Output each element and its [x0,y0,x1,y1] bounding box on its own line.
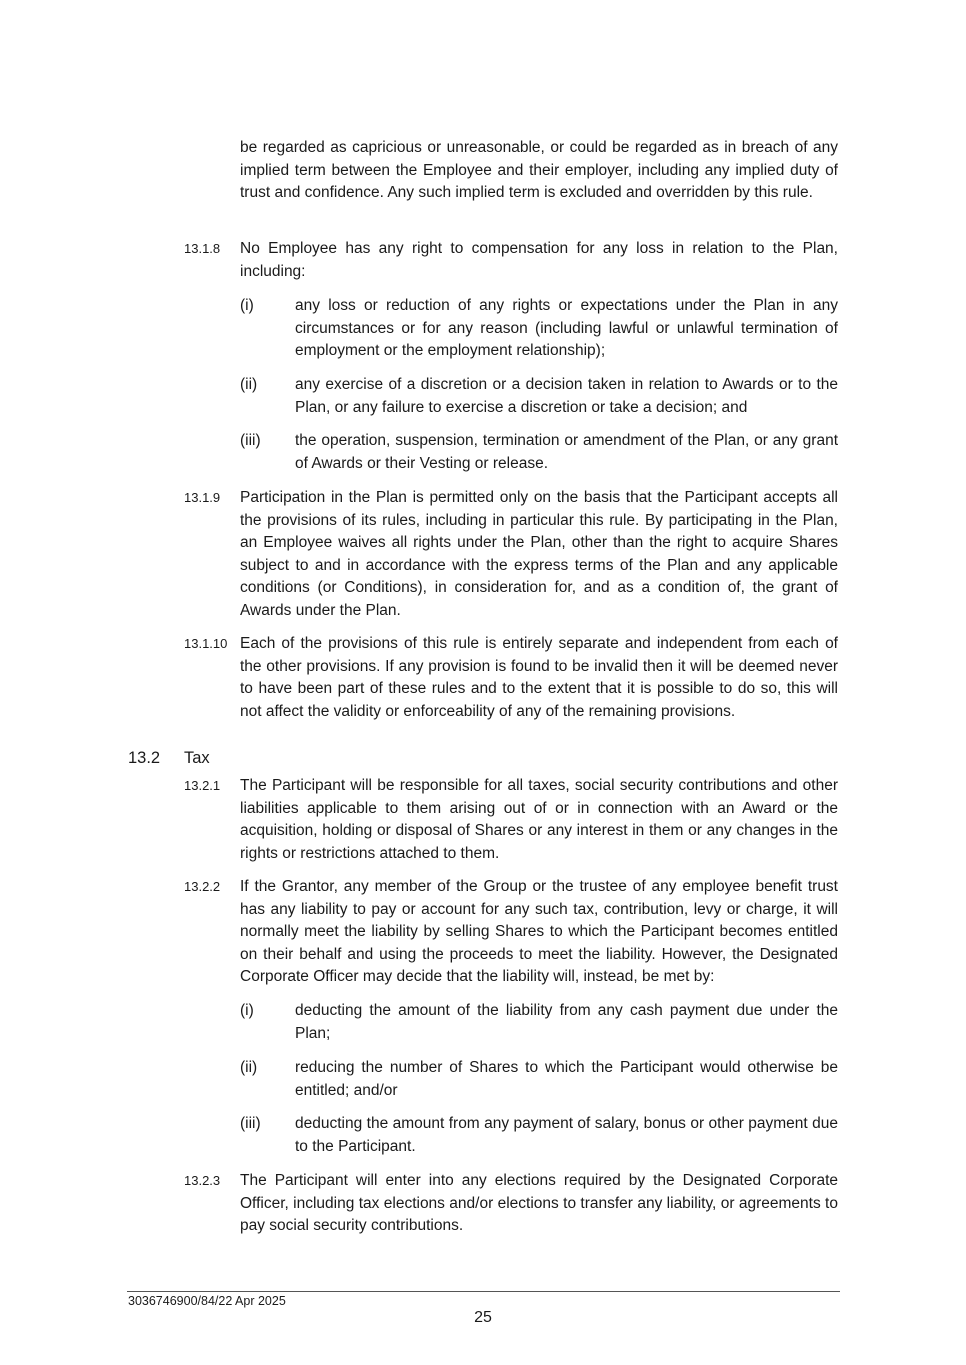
item-label: (i) [240,1002,254,1019]
section-title: Tax [184,749,210,767]
clause-text: Each of the provisions of this rule is entirely separate and independent from each of the other provisions. If any provision is found to be invalid then it will be deemed never to have been part of these rules and to the extent that it is possible to do so, this will not affect the validity or enforceability of any of the remaining provisions. [240,635,838,720]
item-label: (iii) [240,1115,261,1132]
item-label: (i) [240,297,254,314]
clause-text: If the Grantor, any member of the Group or the trustee of any employee benefit trust has any liability to pay or account for any such tax, contribution, levy or charge, it will normally meet the liability by selling Shares to which the Participant becomes entitled on their behalf and using the proceeds to meet the liability. However, the Designated Corporate Officer may decide that the liability will, instead, be met by: [240,878,838,986]
clause-number: 13.2.3 [184,1173,221,1188]
item-text: reducing the number of Shares to which the Participant would otherwise be entitled; and/or [295,1059,838,1099]
clause-number: 13.2.2 [184,879,221,894]
item-text: the operation, suspension, termination or amendment of the Plan, or any grant of Awards or their Vesting or release. [295,432,838,472]
item-label: (ii) [240,1059,258,1076]
footer-divider [127,1291,840,1292]
clause-number: 13.2.1 [184,778,221,793]
paragraph-continuation: be regarded as capricious or unreasonable, or could be regarded as in breach of any implied term between the Employee and their employer, including any implied duty of trust and confidence. Any such implied term is excluded and overridden by this rule. [240,139,838,202]
clause-text: The Participant will enter into any elections required by the Designated Corporate Officer, including tax elections and/or elections to transfer any liability, or agreements to pay social security contributions. [240,1172,838,1235]
page-number: 25 [474,1309,492,1326]
item-text: any loss or reduction of any rights or expectations under the Plan in any circumstances or for any reason (including lawful or unlawful termination of employment or the employment relationship); [295,297,838,360]
section-number: 13.2 [128,749,161,767]
clause-text: The Participant will be responsible for all taxes, social security contributions and other liabilities applicable to them arising out of or in connection with an Award or the acquisition, holding or disposal of Shares or any interest in them or any changes in the rights or restrictions attached to them. [240,777,838,862]
item-text: deducting the amount of the liability from any cash payment due under the Plan; [295,1002,838,1042]
clause-number: 13.1.9 [184,490,221,505]
item-text: deducting the amount from any payment of salary, bonus or other payment due to the Participant. [295,1115,838,1155]
item-label: (ii) [240,376,258,393]
clause-number: 13.1.10 [184,636,228,651]
footer-reference: 3036746900/84/22 Apr 2025 [128,1294,286,1308]
clause-text: No Employee has any right to compensation for any loss in relation to the Plan, including: [240,240,838,280]
clause-number: 13.1.8 [184,241,221,256]
item-text: any exercise of a discretion or a decision taken in relation to Awards or to the Plan, or any failure to exercise a discretion or take a decision; and [295,376,838,416]
item-label: (iii) [240,432,261,449]
clause-text: Participation in the Plan is permitted only on the basis that the Participant accepts all the provisions of its rules, including in particular this rule. By participating in the Plan, an Employee waives all rights under the Plan, other than the right to acquire Shares subject to and in accordance with the express terms of the Plan and any applicable conditions (or Conditions), in consideration for, and as a condition of, the grant of Awards under the Plan. [240,489,838,619]
